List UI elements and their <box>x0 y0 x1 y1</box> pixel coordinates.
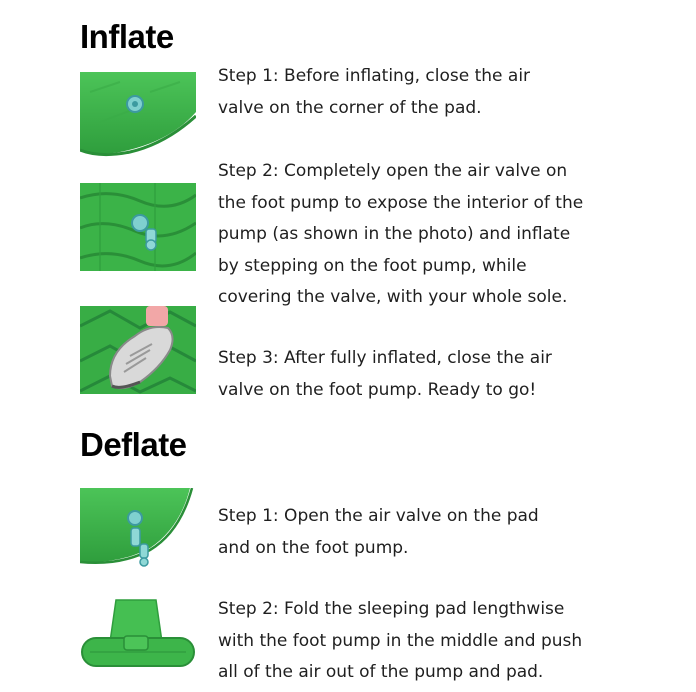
folded-pad-photo <box>80 594 196 674</box>
pad-corner-valve-photo <box>80 72 196 158</box>
text-line: valve on the foot pump. Ready to go! <box>218 379 537 400</box>
deflate-step-2-text <box>218 594 618 689</box>
text-line: and on the foot pump. <box>218 537 409 558</box>
deflate-heading: Deflate <box>80 426 187 463</box>
stepping-on-foot-pump-photo <box>80 306 196 394</box>
foot-pump-open-valve-photo <box>80 183 196 271</box>
text-line: the foot pump to expose the interior of the <box>218 192 584 213</box>
text-line: by stepping on the foot pump, while <box>218 255 527 276</box>
text-line: with the foot pump in the middle and push <box>218 630 583 651</box>
deflate-step-1-text <box>218 501 618 564</box>
text-line: Step 2: Fold the sleeping pad lengthwise <box>218 599 565 619</box>
open-valves-photo <box>80 488 196 572</box>
text-line: all of the air out of the pump and pad. <box>218 662 544 682</box>
text-line: Step 2: Completely open the air valve on <box>218 161 568 181</box>
inflate-step-1-text <box>218 61 618 124</box>
text-line: pump (as shown in the photo) and inflate <box>218 224 571 244</box>
text-line: covering the valve, with your whole sole. <box>218 287 568 307</box>
inflate-heading: Inflate <box>80 18 174 55</box>
text-line: Step 1: Before inflating, close the air <box>218 66 531 86</box>
text-line: valve on the corner of the pad. <box>218 97 482 118</box>
text-line: Step 3: After fully inflated, close the air <box>218 348 552 368</box>
inflate-step-2-text <box>218 156 618 314</box>
text-line: Step 1: Open the air valve on the pad <box>218 506 539 526</box>
inflate-step-3-text <box>218 343 618 406</box>
